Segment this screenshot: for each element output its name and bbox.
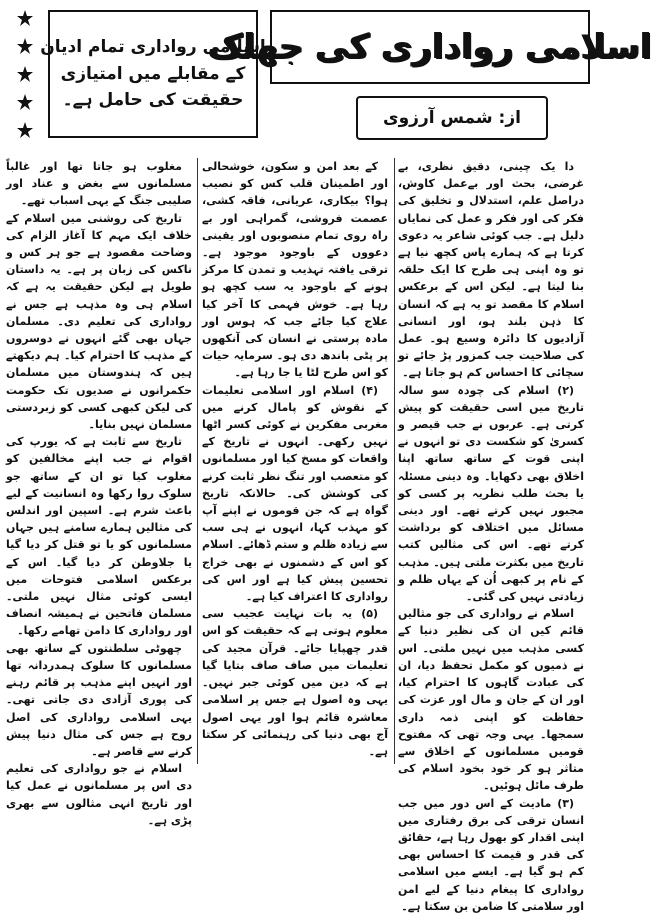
subtitle-line: کے مقابلے میں امتیازی [60,63,246,84]
column-divider [394,158,395,764]
star-decoration-icon [8,4,42,144]
paragraph: (۳) مادیت کے اس دور میں جب انسان ترقی کی برق رفتاری میں اپنی اقدار کو بھول رہا ہے، حقائق کی قدر و قیمت کا احساس بھی کم ہو گیا ہے۔ ایسے میں اسلامی رواداری کا پیغام دنیا کے لیے امن اور سلامتی کا ضامن بن سکتا ہے۔ [398,796,584,913]
paragraph: (۲) اسلام کی چودہ سو سالہ تاریخ میں اسی حقیقت کو پیش کرتی ہے۔ عربوں نے جب قیصر و کسریٰ کو شکست دی تو انہوں نے اپنی قوت کے ساتھ ساتھ اپنا اخلاق بھی دکھایا۔ وہ دینی مسئلہ یا بحث طلب نظریہ پر کسی کو مجبور نہیں کرتے تھے۔ اور دینی مسائل میں اختلاف کو برداشت کرتے تھے۔ اس کی مثالیں کتب تاریخ میں بکثرت ملتی ہیں۔ مذہب کے نام پر کبھی اُن کے یہاں ظلم و زیادتی نہیں کی گئی۔ [398,383,584,604]
paragraph: تاریخ سے ثابت ہے کہ یورپ کی اقوام نے جب اپنے مخالفین کو مغلوب کیا تو ان کے ساتھ جو سلوک روا رکھا وہ انسانیت کے لیے باعث شرم ہے۔ اسپین اور اندلس کی مثالیں ہمارے سامنے ہیں جہاں مسلمانوں کو یا تو قتل کر دیا گیا یا جلاوطن کر دیا گیا۔ اس کے برعکس اسلامی فتوحات میں ایسی کوئی مثال نہیں ملتی۔ مسلمان فاتحین نے ہمیشہ انصاف اور رواداری کا دامن تھامے رکھا۔ [6,435,192,638]
paragraph: (۴) اسلام اور اسلامی تعلیمات کے نقوش کو پامال کرنے میں مغربی مفکرین نے کوئی کسر اٹھا نہیں رکھی۔ انہوں نے تاریخ کے واقعات کو مسخ کیا اور مسلمانوں کو متعصب اور تنگ نظر ثابت کرنے کی کوشش کی۔ حالانکہ تاریخ گواہ ہے کہ جن قوموں نے اپنے آپ کو مہذب کہا، انہوں نے ہی سب سے زیادہ ظلم و ستم ڈھائے۔ اسلام کو اس کے دشمنوں نے بھی خراج تحسین پیش کیا ہے اور اس کی رواداری کا اعتراف کیا ہے۔ [202,383,388,604]
paragraph: تاریخ کی روشنی میں اسلام کے خلاف ایک مہم کا آغاز الزام کی وضاحت مقصود ہے جو ہر کس و ناکس کی زبان پر ہے۔ یہ داستان طویل ہے لیکن حقیقت یہ ہے کہ اسلام ہی وہ مذہب ہے جس نے رواداری کی تعلیم دی۔ مسلمان جہاں بھی گئے انہوں نے دوسروں کے مذہب کا احترام کیا۔ ہم دیکھتے ہیں کہ ہندوستان میں مسلمان حکمرانوں نے صدیوں تک حکومت کی لیکن کبھی کسی کو زبردستی مسلمان نہیں بنایا۔ [6,211,192,432]
column-divider [197,158,198,764]
paragraph: کے بعد امن و سکون، خوشحالی اور اطمینان قلب کس کو نصیب ہوا؟ بیکاری، عریانی، فاقہ کشی، عصمت فروشی، گمراہی اور بے راہ روی تمام منصوبوں اور یقینی دعووں کے باوجود موجود ہے۔ ترقی یافتہ تہذیب و تمدن کا مرکز ہونے کے باوجود یہ سب کچھ ہو رہا ہے۔ خوش فہمی کا آخر کیا علاج کیا جائے جب کہ ہوس اور مادہ پرستی نے انسان کی آنکھوں پر پٹی باندھ دی ہو۔ سرمایہ حیات کو اس طرح لٹا یا جا رہا ہے۔ [202,160,388,380]
article-title: اسلامی رواداری کی جھلک [208,27,652,67]
subtitle-line: اسلامی رواداری تمام ادیان [40,37,266,58]
article-title-box [208,10,652,84]
article-header [4,4,652,150]
text-column-left [6,158,192,827]
text-column-right [398,158,584,913]
paragraph: چھوٹی سلطنتوں کے ساتھ بھی مسلمانوں کا سلوک ہمدردانہ تھا اور انہیں اپنے مذہب پر قائم رہنے کی پوری آزادی دی جاتی تھی۔ یہی اسلامی رواداری کی اصل روح ہے جس کی مثال دنیا پیش کرنے سے قاصر ہے۔ [6,641,192,758]
text-column-middle [202,158,388,764]
paragraph: مغلوب ہو جاتا تھا اور غالباً مسلمانوں سے بغض و عناد اور صلیبی جنگ کے یہی اسباب تھے۔ [6,160,192,208]
article-body [6,158,586,913]
paragraph: اسلام نے جو رواداری کی تعلیم دی اس پر مسلمانوں نے عمل کیا اور تاریخ انہی مثالوں سے بھری پڑی ہے۔ [6,762,192,827]
subtitle-line: حقیقت کی حامل ہے۔ [62,90,244,111]
paragraph: دا یک چینی، دقیق نظری، بے غرضی، بحث اور بےعمل کاوش، دراصل علم، استدلال و تخلیق کی فکر کی اور فکر و عمل کی نمایاں دلیل ہے۔ جب کوئی شاعر یہ دعوی کرتا ہے کہ ہمارے پاس کچھ نیا ہے تو وہ اپنی ہی طرح کا ایک حلقہ بنا لیتا ہے۔ لیکن اس کے برعکس اسلام کا مقصد تو یہ ہے کہ انسان کا ذہن بلند ہو، اور انسانی آزادیوں کا دائرہ وسیع ہو۔ عمل کی صلاحیت جب کمزور پڑ جائے تو سچائی کا احساس کم ہو جاتا ہے۔ [398,160,584,380]
author-byline-box [356,96,548,140]
paragraph: اسلام نے رواداری کی جو مثالیں قائم کیں ان کی نظیر دنیا کے کسی مذہب میں نہیں ملتی۔ اس نے ذمیوں کو مکمل تحفظ دیا، ان کی عبادت گاہوں کا احترام کیا، اور ان کے جان و مال اور عزت کی حفاظت کو اپنی ذمہ داری سمجھا۔ یہی وجہ تھی کہ مفتوح قومیں مسلمانوں کے اخلاق سے متاثر ہو کر خود بخود اسلام کی طرف مائل ہوئیں۔ [398,607,584,793]
paragraph: (۵) یہ بات نہایت عجیب سی معلوم ہوتی ہے کہ حقیقت کو اس قدر چھپایا جائے۔ قرآن مجید کی تعلیمات میں صاف صاف بتایا گیا ہے کہ دین میں کوئی جبر نہیں۔ یہی وہ اصول ہے جس پر اسلامی معاشرہ قائم ہوا اور یہی اصول آج بھی دنیا کی رہنمائی کر سکتا ہے۔ [202,607,388,758]
author-byline: از: شمس آرزوی [383,108,521,128]
